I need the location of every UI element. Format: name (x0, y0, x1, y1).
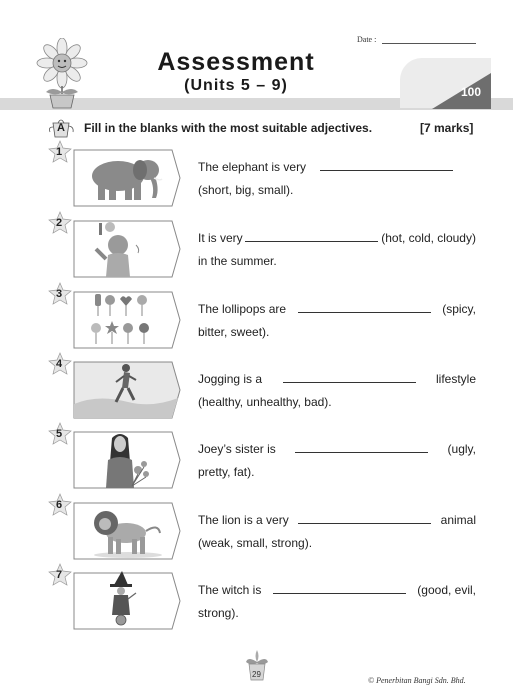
question-number: 5 (56, 428, 63, 440)
date-label: Date : (357, 35, 377, 44)
lion-picture (68, 501, 182, 561)
answer-options: (hot, cold, cloudy) (381, 231, 476, 245)
answer-blank[interactable] (320, 160, 453, 171)
question-prompt: The elephant is very (198, 160, 307, 174)
answer-blank[interactable] (295, 442, 428, 453)
section-letter: A (57, 122, 65, 134)
question-text-continued: in the summer. (198, 254, 277, 268)
answer-options: (short, big, small). (198, 183, 294, 197)
question-text-continued: pretty, fat). (198, 465, 255, 479)
elephant-picture (68, 148, 182, 208)
witch-picture (68, 571, 182, 631)
score-total: 100 (461, 85, 482, 99)
question-3 (0, 288, 513, 354)
question-number: 7 (56, 569, 63, 581)
page-number: 29 (252, 670, 261, 679)
hot-boy-picture (68, 219, 182, 279)
answer-options: animal (440, 513, 476, 527)
question-text (198, 368, 476, 414)
question-text-continued: bitter, sweet). (198, 325, 270, 339)
question-prompt: Joey’s sister is (198, 442, 276, 456)
question-number: 3 (56, 288, 63, 300)
answer-blank[interactable] (273, 583, 406, 594)
answer-options: (spicy, (442, 302, 476, 316)
answer-options: lifestyle (435, 372, 476, 386)
question-text (198, 298, 476, 344)
question-number: 6 (56, 499, 63, 511)
answer-blank[interactable] (245, 231, 378, 242)
question-text-continued: strong). (198, 606, 239, 620)
question-number: 2 (56, 217, 63, 229)
sister-picture (68, 430, 182, 490)
lollipops-picture (68, 290, 182, 350)
question-text (198, 509, 476, 555)
question-4 (0, 358, 513, 424)
question-text (198, 227, 476, 273)
instruction-text: Fill in the blanks with the most suitable adjectives. (84, 121, 373, 135)
answer-blank[interactable] (283, 372, 416, 383)
page-subtitle: (Units 5 – 9) (184, 77, 288, 94)
question-prompt: The lollipops are (198, 302, 287, 316)
question-prompt: The witch is (198, 583, 262, 597)
question-number: 1 (56, 146, 63, 158)
question-1 (0, 146, 513, 212)
answer-blank[interactable] (298, 302, 431, 313)
question-text-continued: (healthy, unhealthy, bad). (198, 395, 332, 409)
question-prompt: Jogging is a (198, 372, 263, 386)
answer-blank[interactable] (298, 513, 431, 524)
question-text-continued: (weak, small, strong). (198, 536, 313, 550)
question-7 (0, 569, 513, 635)
jogging-picture (68, 360, 182, 420)
marks-label: [7 marks] (420, 121, 474, 135)
date-blank[interactable] (382, 43, 476, 44)
answer-options: (good, evil, (417, 583, 476, 597)
page-title: Assessment (157, 48, 315, 76)
question-number: 4 (56, 358, 63, 370)
question-2 (0, 217, 513, 283)
question-prompt: The lion is a very (198, 513, 289, 527)
answer-options: (ugly, (447, 442, 476, 456)
question-5 (0, 428, 513, 494)
question-text (198, 156, 476, 202)
question-text (198, 579, 476, 625)
copyright-text: © Penerbitan Bangi Sdn. Bhd. (368, 676, 466, 685)
question-text (198, 438, 476, 484)
question-6 (0, 499, 513, 565)
question-prompt: It is very (198, 231, 243, 245)
